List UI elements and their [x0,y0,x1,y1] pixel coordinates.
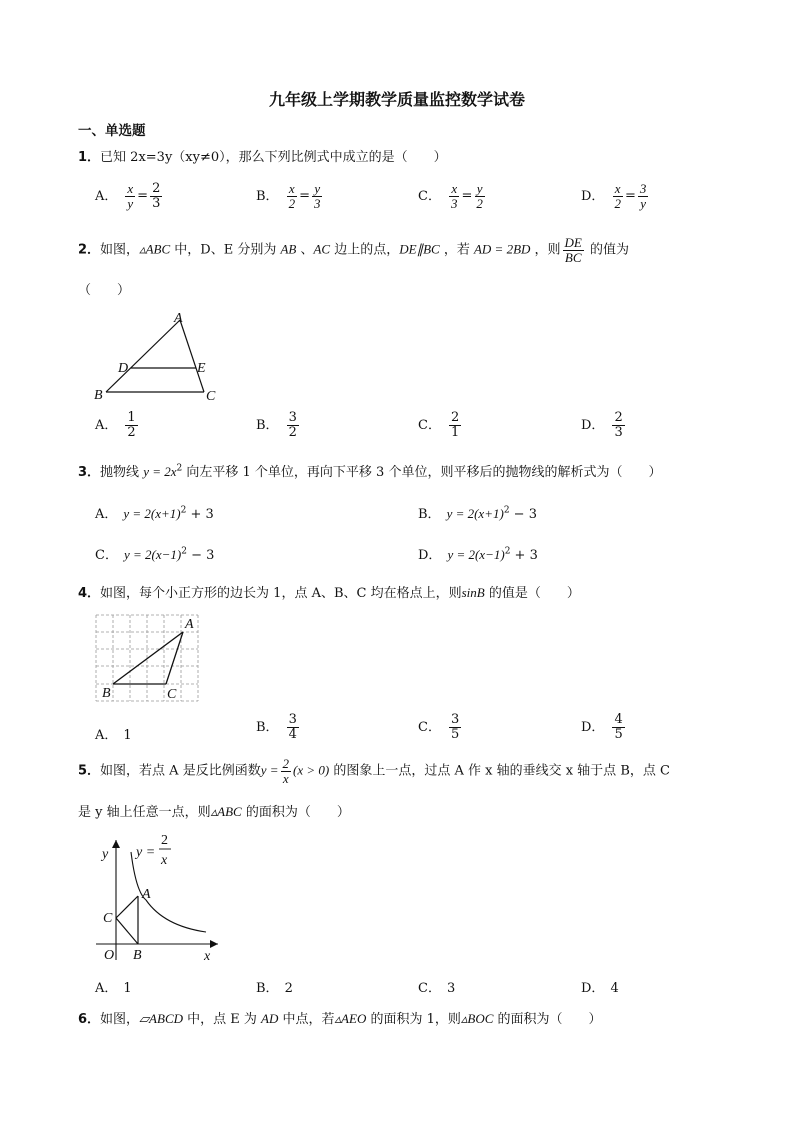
question-1-stem [78,146,447,165]
q1-option-d[interactable]: D． $\frac{x}{2}$ = $\frac{3}{y}$ [581,181,647,211]
curve-label-lhs: y = [136,845,156,860]
q4-option-b[interactable]: B． $\frac{3}{4}$ [256,712,297,742]
question-6-stem: 6．如图，▱ABCD 中，点 E 为 AD 中点，若▵AEO 的面积为 1，则▵BOC 的面积为（ ） [78,1011,602,1027]
label-c: C [206,389,216,404]
q3-option-d[interactable]: D． $y = 2(x-1)^2 + 3$ [418,546,538,563]
q4-grid-figure [94,613,204,703]
label-a: A [174,311,183,326]
q5-hyperbola-figure [96,828,226,964]
q5-option-c[interactable]: C． 3 [418,981,456,996]
section-heading: 一、单选题 [78,123,146,139]
label-b: B [94,388,103,403]
label-a: A [142,887,151,902]
question-4-stem: 4．如图，每个小正方形的边长为 1，点 A、B、C 均在格点上，则sinB 的值是（ ） [78,585,580,601]
q1-option-a[interactable]: A． $\frac{x}{y}$ = $\frac{2}{3}$ [95,181,161,211]
curve-label-den: x [161,853,168,868]
q3-option-b[interactable]: B． $y = 2(x+1)^2 - 3$ [418,505,537,522]
q5-option-a[interactable]: A． 1 [95,981,132,996]
exam-title: 九年级上学期教学质量监控数学试卷 [268,90,525,109]
question-5-stem: 5．如图，若点 A 是反比例函数y = $\frac{2}{x}$ (x > 0) 的图象上一点，过点 A 作 x 轴的垂线交 x 轴于点 B，点 C [78,756,670,786]
label-b: B [133,948,142,963]
q3-option-a[interactable]: A． $y = 2(x+1)^2 + 3$ [95,505,214,522]
q2-triangle-figure [90,308,230,408]
label-d: D [118,361,129,376]
curve-label-num: 2 [161,833,168,848]
question-text: 已知 2x=3y（xy≠0），那么下列比例式中成立的是（ ） [100,150,447,165]
q2-option-d[interactable]: D． $\frac{2}{3}$ [581,410,623,440]
q1-option-b[interactable]: B． $\frac{x}{2}$ = $\frac{y}{3}$ [256,181,321,211]
question-3-stem: 3．抛物线 $y = 2x^2$ 向左平移 1 个单位，再向下平移 3 个单位，则平移后的抛物线的解析式为（ ） [78,463,662,480]
origin-label: O [104,948,115,963]
q4-option-c[interactable]: C． $\frac{3}{5}$ [418,712,460,742]
question-5-stem-line2: 是 y 轴上任意一点，则▵ABC 的面积为（ ） [78,804,350,820]
question-2-paren: （ ） [78,283,131,298]
label-e: E [197,361,206,376]
q5-option-d[interactable]: D． 4 [581,981,619,996]
label-a: A [185,617,194,632]
question-2-stem: 2．如图，▵ABC 中，D、E 分别为 AB 、AC 边上的点，DE∥BC ，若 AD = 2BD ，则 $\frac{DE}{BC}$ 的值为 [78,235,630,265]
q5-option-b[interactable]: B． 2 [256,981,293,996]
q2-option-a[interactable]: A． $\frac{1}{2}$ [95,410,136,440]
q1-option-c[interactable]: C． $\frac{x}{3}$ = $\frac{y}{2}$ [418,181,483,211]
q2-option-c[interactable]: C． $\frac{2}{1}$ [418,410,460,440]
q3-option-c[interactable]: C． $y = 2(x-1)^2 - 3$ [95,546,215,563]
q4-option-a[interactable]: A． 1 [95,728,132,743]
q2-option-b[interactable]: B． $\frac{3}{2}$ [256,410,297,440]
label-c: C [167,687,177,702]
label-c: C [103,911,113,926]
question-number: 1． [78,150,101,165]
q4-option-d[interactable]: D． $\frac{4}{5}$ [581,712,623,742]
axis-y-label: y [102,847,109,862]
label-b: B [102,686,111,701]
axis-x-label: x [204,949,211,964]
